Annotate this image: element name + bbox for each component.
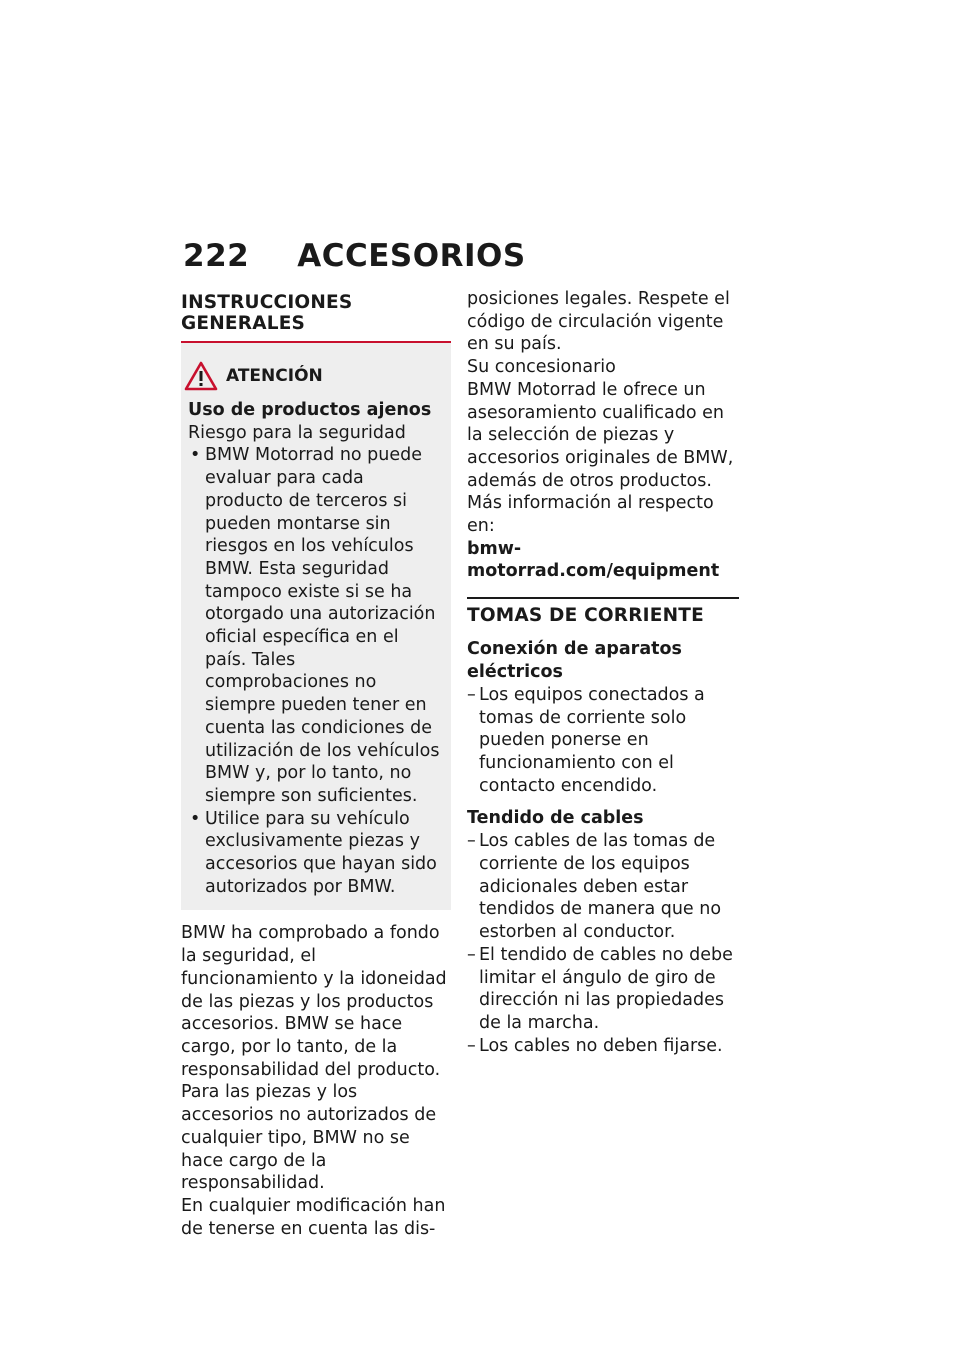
section-title-general: INSTRUCCIONES GENERALES: [181, 292, 451, 343]
cables-list: [467, 830, 739, 1057]
warning-title: Uso de productos ajenos: [188, 400, 432, 420]
section-title-sockets: TOMAS DE CORRIENTE: [467, 597, 739, 628]
warning-list: [188, 444, 441, 898]
subheading-connection: Conexión de aparatos eléctricos: [467, 638, 682, 682]
warning-box: [181, 343, 451, 910]
list-item: – Los cables de las tomas de corriente de los equipos adicionales deben estar tendidos de manera que no estorben al conductor.: [467, 831, 722, 943]
list-item: – El tendido de cables no debe limitar el ángulo de giro de dirección ni las propiedades de la marcha.: [467, 944, 733, 1033]
list-item: – Los cables no deben fijarse.: [467, 1035, 723, 1056]
page-number: 222: [183, 238, 250, 274]
warning-subtitle: Riesgo para la seguridad: [188, 422, 406, 443]
warning-triangle-icon: [184, 361, 218, 391]
right-column: [467, 288, 739, 1057]
dealer-text: BMW Motorrad le ofrece un asesoramiento cualificado en la selección de piezas y accesorios originales de BMW, además de otros productos. Más información al respecto en:: [467, 379, 734, 537]
chapter-title: ACCESORIOS: [297, 238, 526, 274]
paragraph: posiciones legales. Respete el código de circulación vigente en su país.: [467, 289, 730, 355]
list-item: • Utilice para su vehículo exclusivamente piezas y accesorios que hayan sido autorizados por BMW.: [190, 808, 437, 897]
list-item: – Los equipos conectados a tomas de corriente solo pueden ponerse en funcionamiento con el contacto encendido.: [467, 684, 705, 796]
paragraph: En cualquier modificación han de tenerse en cuenta las dis-: [181, 1195, 446, 1239]
subheading-cables: Tendido de cables: [467, 808, 644, 829]
dealer-heading: Su concesionario: [467, 357, 616, 378]
website-link[interactable]: bmw-motorrad.com/equipment: [467, 538, 720, 582]
page-header: [183, 238, 526, 274]
left-body: [181, 922, 451, 1240]
paragraph: BMW ha comprobado a fondo la seguridad, el funcionamiento y la idoneidad de las piezas y los productos accesorios. BMW se hace cargo, por lo tanto, de la responsabilidad del producto. Para las piezas y los accesorios no autorizados de cualquier tipo, BMW no se hace cargo de la responsabilidad.: [181, 923, 447, 1194]
warning-header: [184, 361, 441, 391]
warning-label: ATENCIÓN: [226, 365, 323, 386]
list-item: • BMW Motorrad no puede evaluar para cada producto de terceros si pueden montarse sin riesgos en los vehículos BMW. Esta seguridad tampoco existe si se ha otorgado una autorización oficial específica en el país. Tales comprobaciones no siempre pueden tener en cuenta las condiciones de utilización de los vehículos BMW y, por lo tanto, no siempre son suficientes.: [190, 445, 440, 806]
connection-list: [467, 684, 739, 798]
left-column: [181, 292, 451, 1240]
